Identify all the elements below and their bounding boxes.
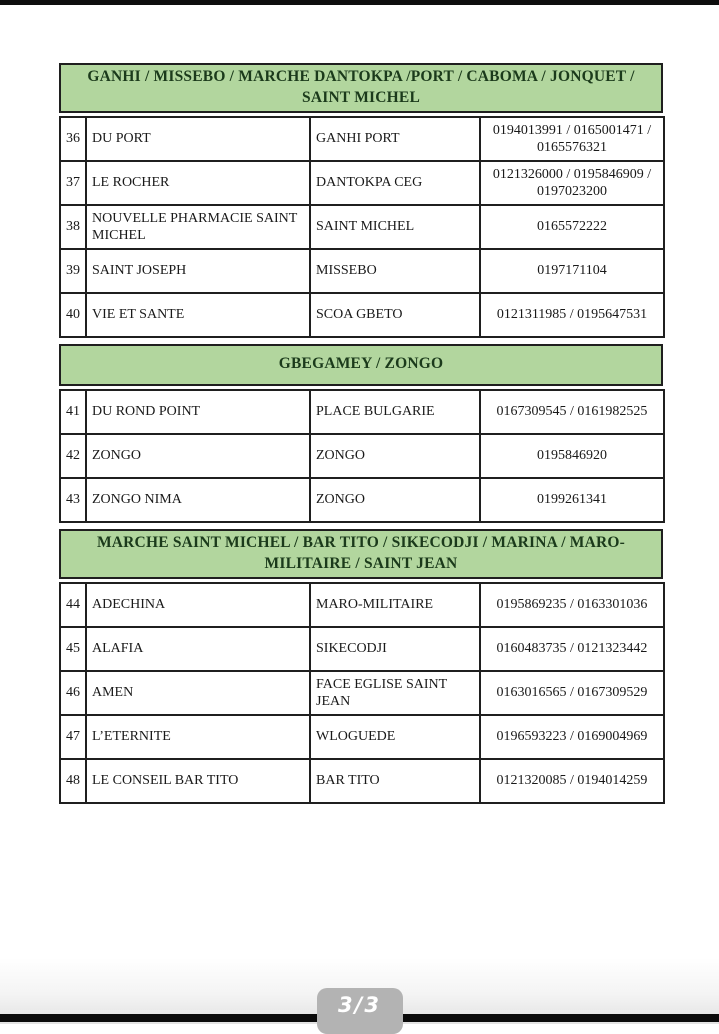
pharmacy-name-cell: L’ETERNITE bbox=[86, 715, 310, 759]
row-number-cell: 46 bbox=[60, 671, 86, 715]
table-row bbox=[60, 759, 664, 803]
location-cell: MARO-MILITAIRE bbox=[310, 583, 480, 627]
phone-cell: 0194013991 / 0165001471 / 0165576321 bbox=[480, 117, 664, 161]
pharmacy-name-cell: LE CONSEIL BAR TITO bbox=[86, 759, 310, 803]
table-row bbox=[60, 161, 664, 205]
location-cell: WLOGUEDE bbox=[310, 715, 480, 759]
location-cell: GANHI PORT bbox=[310, 117, 480, 161]
document-page bbox=[59, 63, 663, 804]
pharmacy-table-body bbox=[60, 390, 664, 522]
location-cell: ZONGO bbox=[310, 434, 480, 478]
phone-cell: 0195869235 / 0163301036 bbox=[480, 583, 664, 627]
pharmacy-name-cell: ADECHINA bbox=[86, 583, 310, 627]
table-row bbox=[60, 671, 664, 715]
top-edge-bar bbox=[0, 0, 719, 5]
pharmacy-directory bbox=[59, 63, 663, 804]
location-cell: MISSEBO bbox=[310, 249, 480, 293]
section-header: GANHI / MISSEBO / MARCHE DANTOKPA /PORT / CABOMA / JONQUET / SAINT MICHEL bbox=[59, 63, 663, 113]
table-row bbox=[60, 390, 664, 434]
row-number-cell: 37 bbox=[60, 161, 86, 205]
row-number-cell: 43 bbox=[60, 478, 86, 522]
phone-cell: 0121320085 / 0194014259 bbox=[480, 759, 664, 803]
table-row bbox=[60, 478, 664, 522]
phone-cell: 0167309545 / 0161982525 bbox=[480, 390, 664, 434]
row-number-cell: 45 bbox=[60, 627, 86, 671]
section-header: MARCHE SAINT MICHEL / BAR TITO / SIKECODJI / MARINA / MARO-MILITAIRE / SAINT JEAN bbox=[59, 529, 663, 579]
pharmacy-table bbox=[59, 116, 665, 338]
page-indicator-label: 3/3 bbox=[338, 993, 381, 1017]
location-cell: SAINT MICHEL bbox=[310, 205, 480, 249]
row-number-cell: 47 bbox=[60, 715, 86, 759]
row-number-cell: 48 bbox=[60, 759, 86, 803]
page-indicator-badge bbox=[317, 988, 403, 1034]
pharmacy-name-cell: ALAFIA bbox=[86, 627, 310, 671]
table-row bbox=[60, 293, 664, 337]
phone-cell: 0197171104 bbox=[480, 249, 664, 293]
pharmacy-table-body bbox=[60, 117, 664, 337]
table-row bbox=[60, 117, 664, 161]
phone-cell: 0163016565 / 0167309529 bbox=[480, 671, 664, 715]
pharmacy-name-cell: VIE ET SANTE bbox=[86, 293, 310, 337]
phone-cell: 0195846920 bbox=[480, 434, 664, 478]
row-number-cell: 41 bbox=[60, 390, 86, 434]
location-cell: SCOA GBETO bbox=[310, 293, 480, 337]
row-number-cell: 44 bbox=[60, 583, 86, 627]
directory-section bbox=[59, 63, 663, 338]
row-number-cell: 36 bbox=[60, 117, 86, 161]
row-number-cell: 39 bbox=[60, 249, 86, 293]
pharmacy-name-cell: ZONGO bbox=[86, 434, 310, 478]
table-row bbox=[60, 627, 664, 671]
pharmacy-name-cell: DU PORT bbox=[86, 117, 310, 161]
table-row bbox=[60, 434, 664, 478]
table-row bbox=[60, 715, 664, 759]
pharmacy-name-cell: NOUVELLE PHARMACIE SAINT MICHEL bbox=[86, 205, 310, 249]
pharmacy-table-body bbox=[60, 583, 664, 803]
table-row bbox=[60, 583, 664, 627]
phone-cell: 0196593223 / 0169004969 bbox=[480, 715, 664, 759]
table-row bbox=[60, 205, 664, 249]
location-cell: FACE EGLISE SAINT JEAN bbox=[310, 671, 480, 715]
phone-cell: 0199261341 bbox=[480, 478, 664, 522]
table-row bbox=[60, 249, 664, 293]
pharmacy-table bbox=[59, 389, 665, 523]
phone-cell: 0165572222 bbox=[480, 205, 664, 249]
location-cell: PLACE BULGARIE bbox=[310, 390, 480, 434]
row-number-cell: 40 bbox=[60, 293, 86, 337]
pharmacy-table bbox=[59, 582, 665, 804]
phone-cell: 0121326000 / 0195846909 / 0197023200 bbox=[480, 161, 664, 205]
location-cell: ZONGO bbox=[310, 478, 480, 522]
directory-section bbox=[59, 529, 663, 804]
pharmacy-name-cell: LE ROCHER bbox=[86, 161, 310, 205]
pharmacy-name-cell: ZONGO NIMA bbox=[86, 478, 310, 522]
phone-cell: 0160483735 / 0121323442 bbox=[480, 627, 664, 671]
section-header: GBEGAMEY / ZONGO bbox=[59, 344, 663, 386]
phone-cell: 0121311985 / 0195647531 bbox=[480, 293, 664, 337]
row-number-cell: 42 bbox=[60, 434, 86, 478]
location-cell: DANTOKPA CEG bbox=[310, 161, 480, 205]
pharmacy-name-cell: AMEN bbox=[86, 671, 310, 715]
location-cell: BAR TITO bbox=[310, 759, 480, 803]
pharmacy-name-cell: DU ROND POINT bbox=[86, 390, 310, 434]
pharmacy-name-cell: SAINT JOSEPH bbox=[86, 249, 310, 293]
directory-section bbox=[59, 344, 663, 523]
row-number-cell: 38 bbox=[60, 205, 86, 249]
location-cell: SIKECODJI bbox=[310, 627, 480, 671]
